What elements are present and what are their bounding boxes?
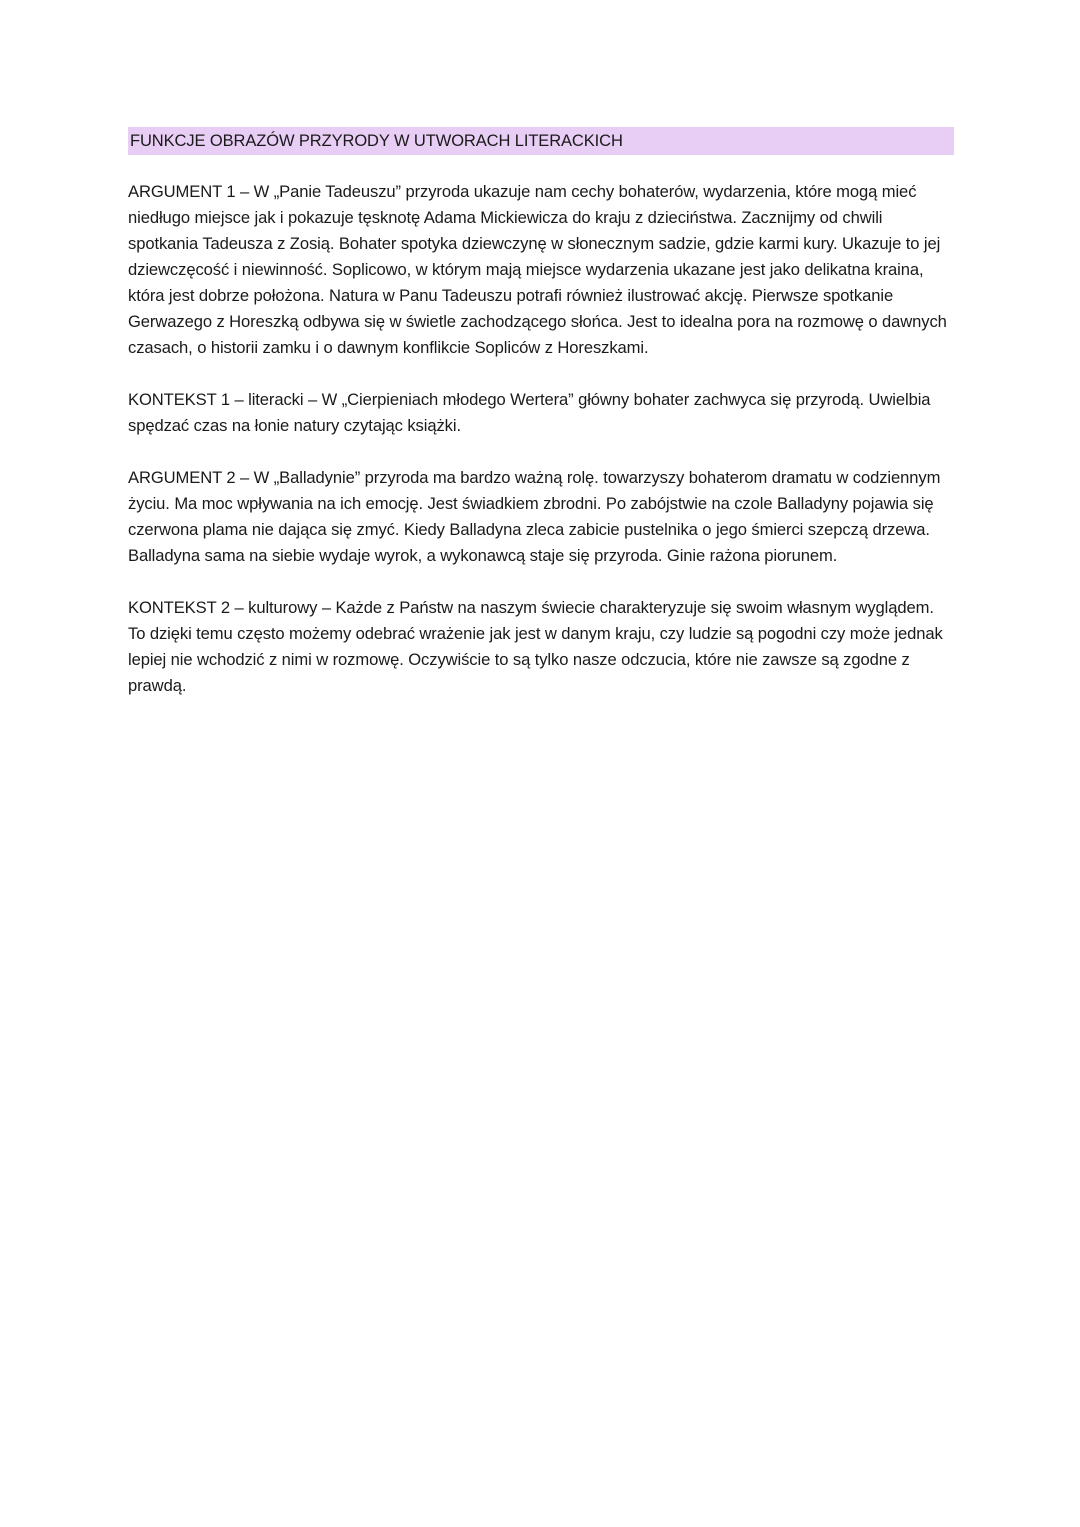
- paragraph-context-2: KONTEKST 2 – kulturowy – Każde z Państw na naszym świecie charakteryzuje się swoim własnym wyglądem. To dzięki temu często możemy odebrać wrażenie jak jest w danym kraju, czy ludzie są pogodni czy może jednak lepiej nie wchodzić z nimi w rozmowę. Oczywiście to są tylko nasze odczucia, które nie zawsze są zgodne z prawdą.: [128, 598, 943, 695]
- document-title: FUNKCJE OBRAZÓW PRZYRODY W UTWORACH LITERACKICH: [128, 127, 954, 155]
- document-body: [128, 127, 954, 725]
- paragraph-argument-1: ARGUMENT 1 – W „Panie Tadeuszu” przyroda ukazuje nam cechy bohaterów, wydarzenia, które mogą mieć niedługo miejsce jak i pokazuje tęsknotę Adama Mickiewicza do kraju z dzieciństwa. Zacznijmy od chwili spotkania Tadeusza z Zosią. Bohater spotyka dziewczynę w słonecznym sadzie, gdzie karmi kury. Ukazuje to jej dziewczęcość i niewinność. Soplicowo, w którym mają miejsce wydarzenia ukazane jest jako delikatna kraina, która jest dobrze położona. Natura w Panu Tadeuszu potrafi również ilustrować akcję. Pierwsze spotkanie Gerwazego z Horeszką odbywa się w świetle zachodzącego słońca. Jest to idealna pora na rozmowę o dawnych czasach, o historii zamku i o dawnym konflikcie Sopliców z Horeszkami.: [128, 182, 947, 357]
- paragraph-context-1: KONTEKST 1 – literacki – W „Cierpieniach młodego Wertera” główny bohater zachwyca się przyrodą. Uwielbia spędzać czas na łonie natury czytając książki.: [128, 390, 931, 435]
- paragraph-argument-2: ARGUMENT 2 – W „Balladynie” przyroda ma bardzo ważną rolę. towarzyszy bohaterom dramatu w codziennym życiu. Ma moc wpływania na ich emocję. Jest świadkiem zbrodni. Po zabójstwie na czole Balladyny pojawia się czerwona plama nie dająca się zmyć. Kiedy Balladyna zleca zabicie pustelnika o jego śmierci szepczą drzewa. Balladyna sama na siebie wydaje wyrok, a wykonawcą staje się przyroda. Ginie rażona piorunem.: [128, 468, 941, 565]
